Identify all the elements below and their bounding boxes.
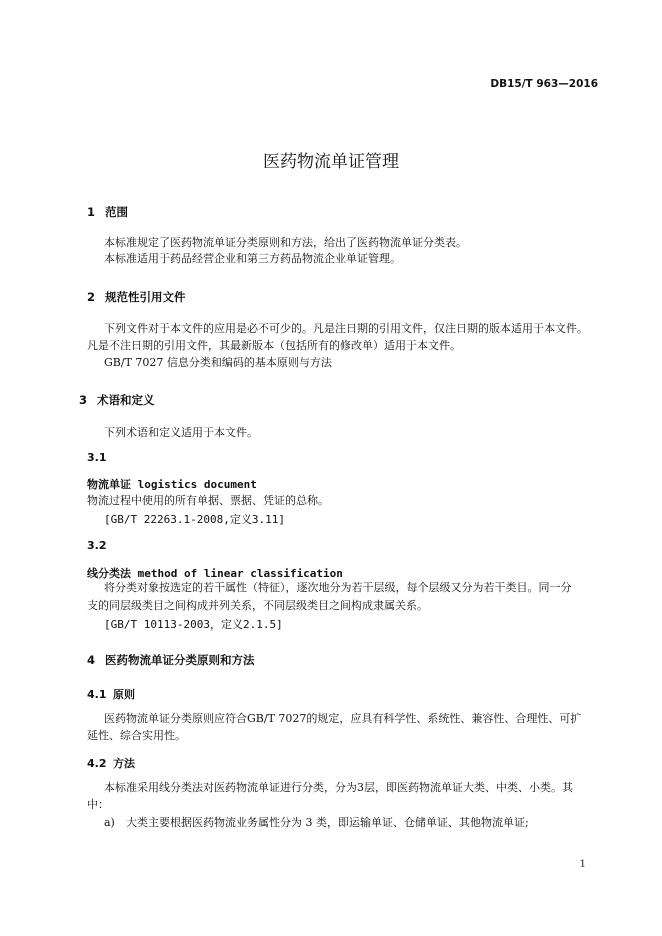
term-number: 3.1 xyxy=(87,451,107,464)
term-title: 线分类法 method of linear classification xyxy=(87,567,343,580)
term-reference: [GB/T 22263.1-2008,定义3.11] xyxy=(104,513,285,526)
subsection-4-2-heading xyxy=(87,755,135,771)
section-title: 术语和定义 xyxy=(97,393,155,407)
section-title: 医药物流单证分类原则和方法 xyxy=(105,653,255,667)
page-number: 1 xyxy=(579,858,586,870)
term-definition: 支的同层级类目之间构成并列关系，不同层级类目之间构成隶属关系。 xyxy=(87,599,428,612)
page-title: 医药物流单证管理 xyxy=(263,152,399,172)
paragraph: 医药物流单证分类原则应符合GB/T 7027的规定，应具有科学性、系统性、兼容性、合理性、可扩 xyxy=(104,712,582,725)
section-2-heading xyxy=(87,289,186,305)
section-title: 规范性引用文件 xyxy=(105,290,186,304)
paragraph: 下列术语和定义适用于本文件。 xyxy=(104,426,258,439)
paragraph: 本标准适用于药品经营企业和第三方药品物流企业单证管理。 xyxy=(104,252,401,265)
list-item xyxy=(104,815,529,831)
section-1-heading xyxy=(87,204,128,220)
document-id: DB15/T 963—2016 xyxy=(490,78,598,90)
subsection-number: 4.2 xyxy=(87,757,107,770)
term-reference: [GB/T 10113-2003，定义2.1.5] xyxy=(104,618,283,631)
paragraph: 延性、综合实用性。 xyxy=(87,729,186,742)
section-number: 3 xyxy=(79,393,88,407)
term-title: 物流单证 logistics document xyxy=(87,478,257,491)
section-number: 4 xyxy=(87,653,96,667)
paragraph: 凡是不注日期的引用文件，其最新版本（包括所有的修改单）适用于本文件。 xyxy=(87,339,461,352)
subsection-4-1-heading xyxy=(87,686,135,702)
list-item-label: a) xyxy=(104,816,115,829)
paragraph: 下列文件对于本文件的应用是必不可少的。凡是注日期的引用文件，仅注日期的版本适用于本文件。 xyxy=(104,322,588,335)
term-definition: 物流过程中使用的所有单据、票据、凭证的总称。 xyxy=(87,494,329,507)
section-4-heading xyxy=(87,652,255,668)
subsection-title: 原则 xyxy=(113,688,135,701)
normative-reference: GB/T 7027 信息分类和编码的基本原则与方法 xyxy=(104,356,332,369)
list-item-text: 大类主要根据医药物流业务属性分为 3 类，即运输单证、仓储单证、其他物流单证; xyxy=(126,816,529,829)
term-number: 3.2 xyxy=(87,539,107,552)
paragraph: 中： xyxy=(87,798,109,811)
paragraph: 本标准规定了医药物流单证分类原则和方法，给出了医药物流单证分类表。 xyxy=(104,236,467,249)
paragraph: 本标准采用线分类法对医药物流单证进行分类，分为3层，即医药物流单证大类、中类、小类。其 xyxy=(104,781,573,794)
section-number: 1 xyxy=(87,205,96,219)
subsection-title: 方法 xyxy=(113,757,135,770)
section-title: 范围 xyxy=(105,205,128,219)
section-3-heading xyxy=(79,392,155,408)
term-definition: 将分类对象按选定的若干属性（特征），逐次地分为若干层级，每个层级又分为若干类目。同一分 xyxy=(104,581,572,594)
subsection-number: 4.1 xyxy=(87,688,107,701)
section-number: 2 xyxy=(87,290,96,304)
